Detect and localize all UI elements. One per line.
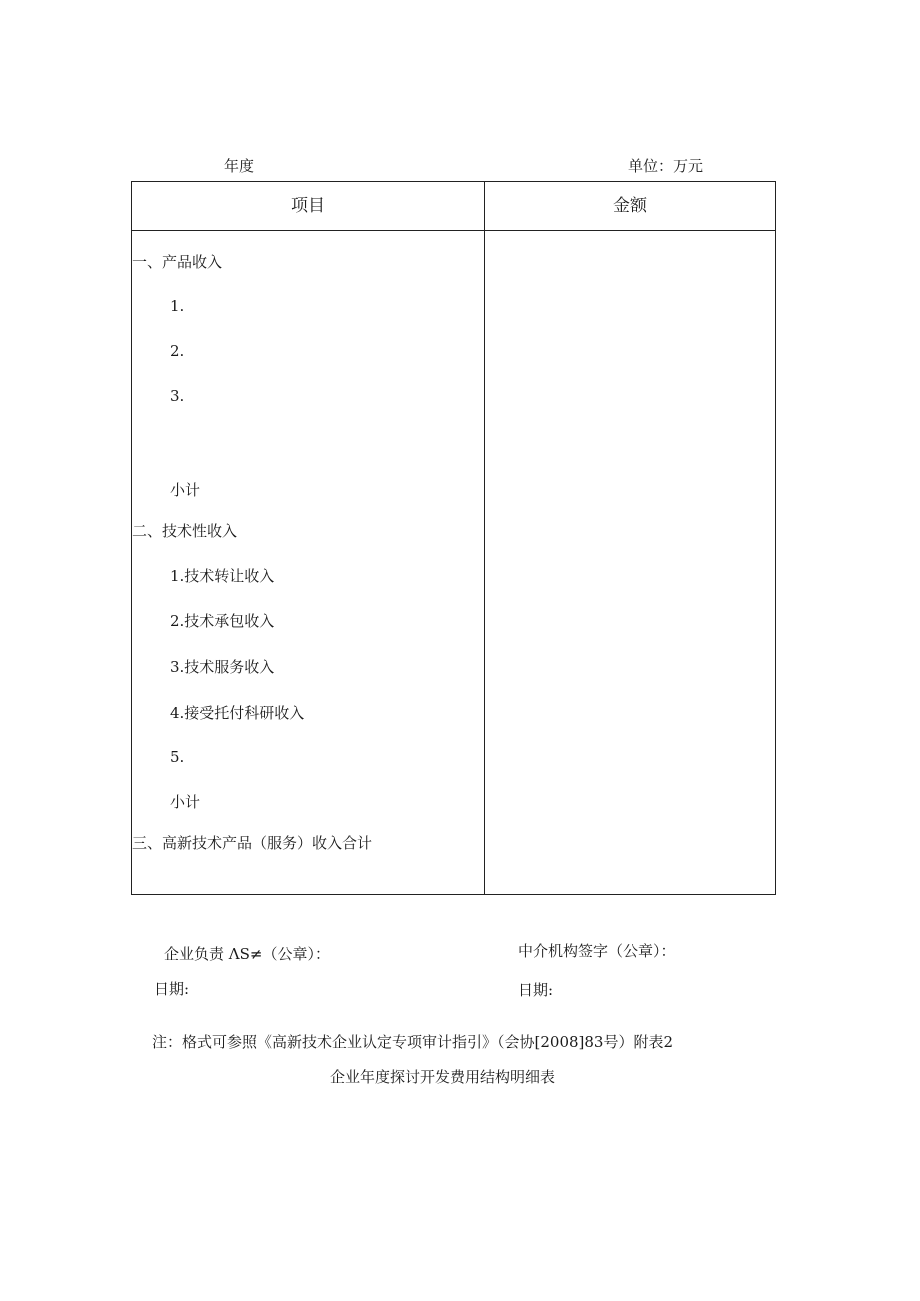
header-divider [132,230,775,231]
company-signature-label: 企业负责 ΛS≠（公章）： [164,945,330,963]
note-text: 注：格式可参照《高新技术企业认定专项审计指引》（会协[2008]83号）附表2 [152,1033,674,1051]
table-row-product-1: 1. [170,297,185,315]
table-row-product-income: 一、产品收入 [132,253,223,271]
table-row-commissioned-research: 4.接受托付科研收入 [170,704,305,722]
column-divider [484,182,485,894]
table-row-total: 三、高新技术产品（服务）收入合计 [132,834,373,852]
table-row-product-subtotal: 小计 [170,481,201,499]
table-row-tech-income: 二、技术性收入 [132,522,238,540]
table-row-product-3: 3. [170,387,185,405]
next-table-title: 企业年度探讨开发费用结构明细表 [330,1068,556,1086]
table-row-tech-contract: 2.技术承包收入 [170,612,275,630]
column-header-item: 项目 [291,196,325,216]
table-row-tech-subtotal: 小计 [170,793,201,811]
table-row-product-2: 2. [170,342,185,360]
year-label: 年度 [224,157,255,175]
column-header-amount: 金额 [613,196,647,216]
unit-label: 单位：万元 [628,157,704,175]
table-row-tech-5: 5. [170,748,185,766]
table-row-tech-transfer: 1.技术转让收入 [170,567,275,585]
income-table [131,181,776,895]
date-label-right: 日期: [518,981,554,999]
table-row-tech-service: 3.技术服务收入 [170,658,275,676]
date-label-left: 日期: [154,980,190,998]
agency-signature-label: 中介机构签字（公章）： [518,942,676,960]
